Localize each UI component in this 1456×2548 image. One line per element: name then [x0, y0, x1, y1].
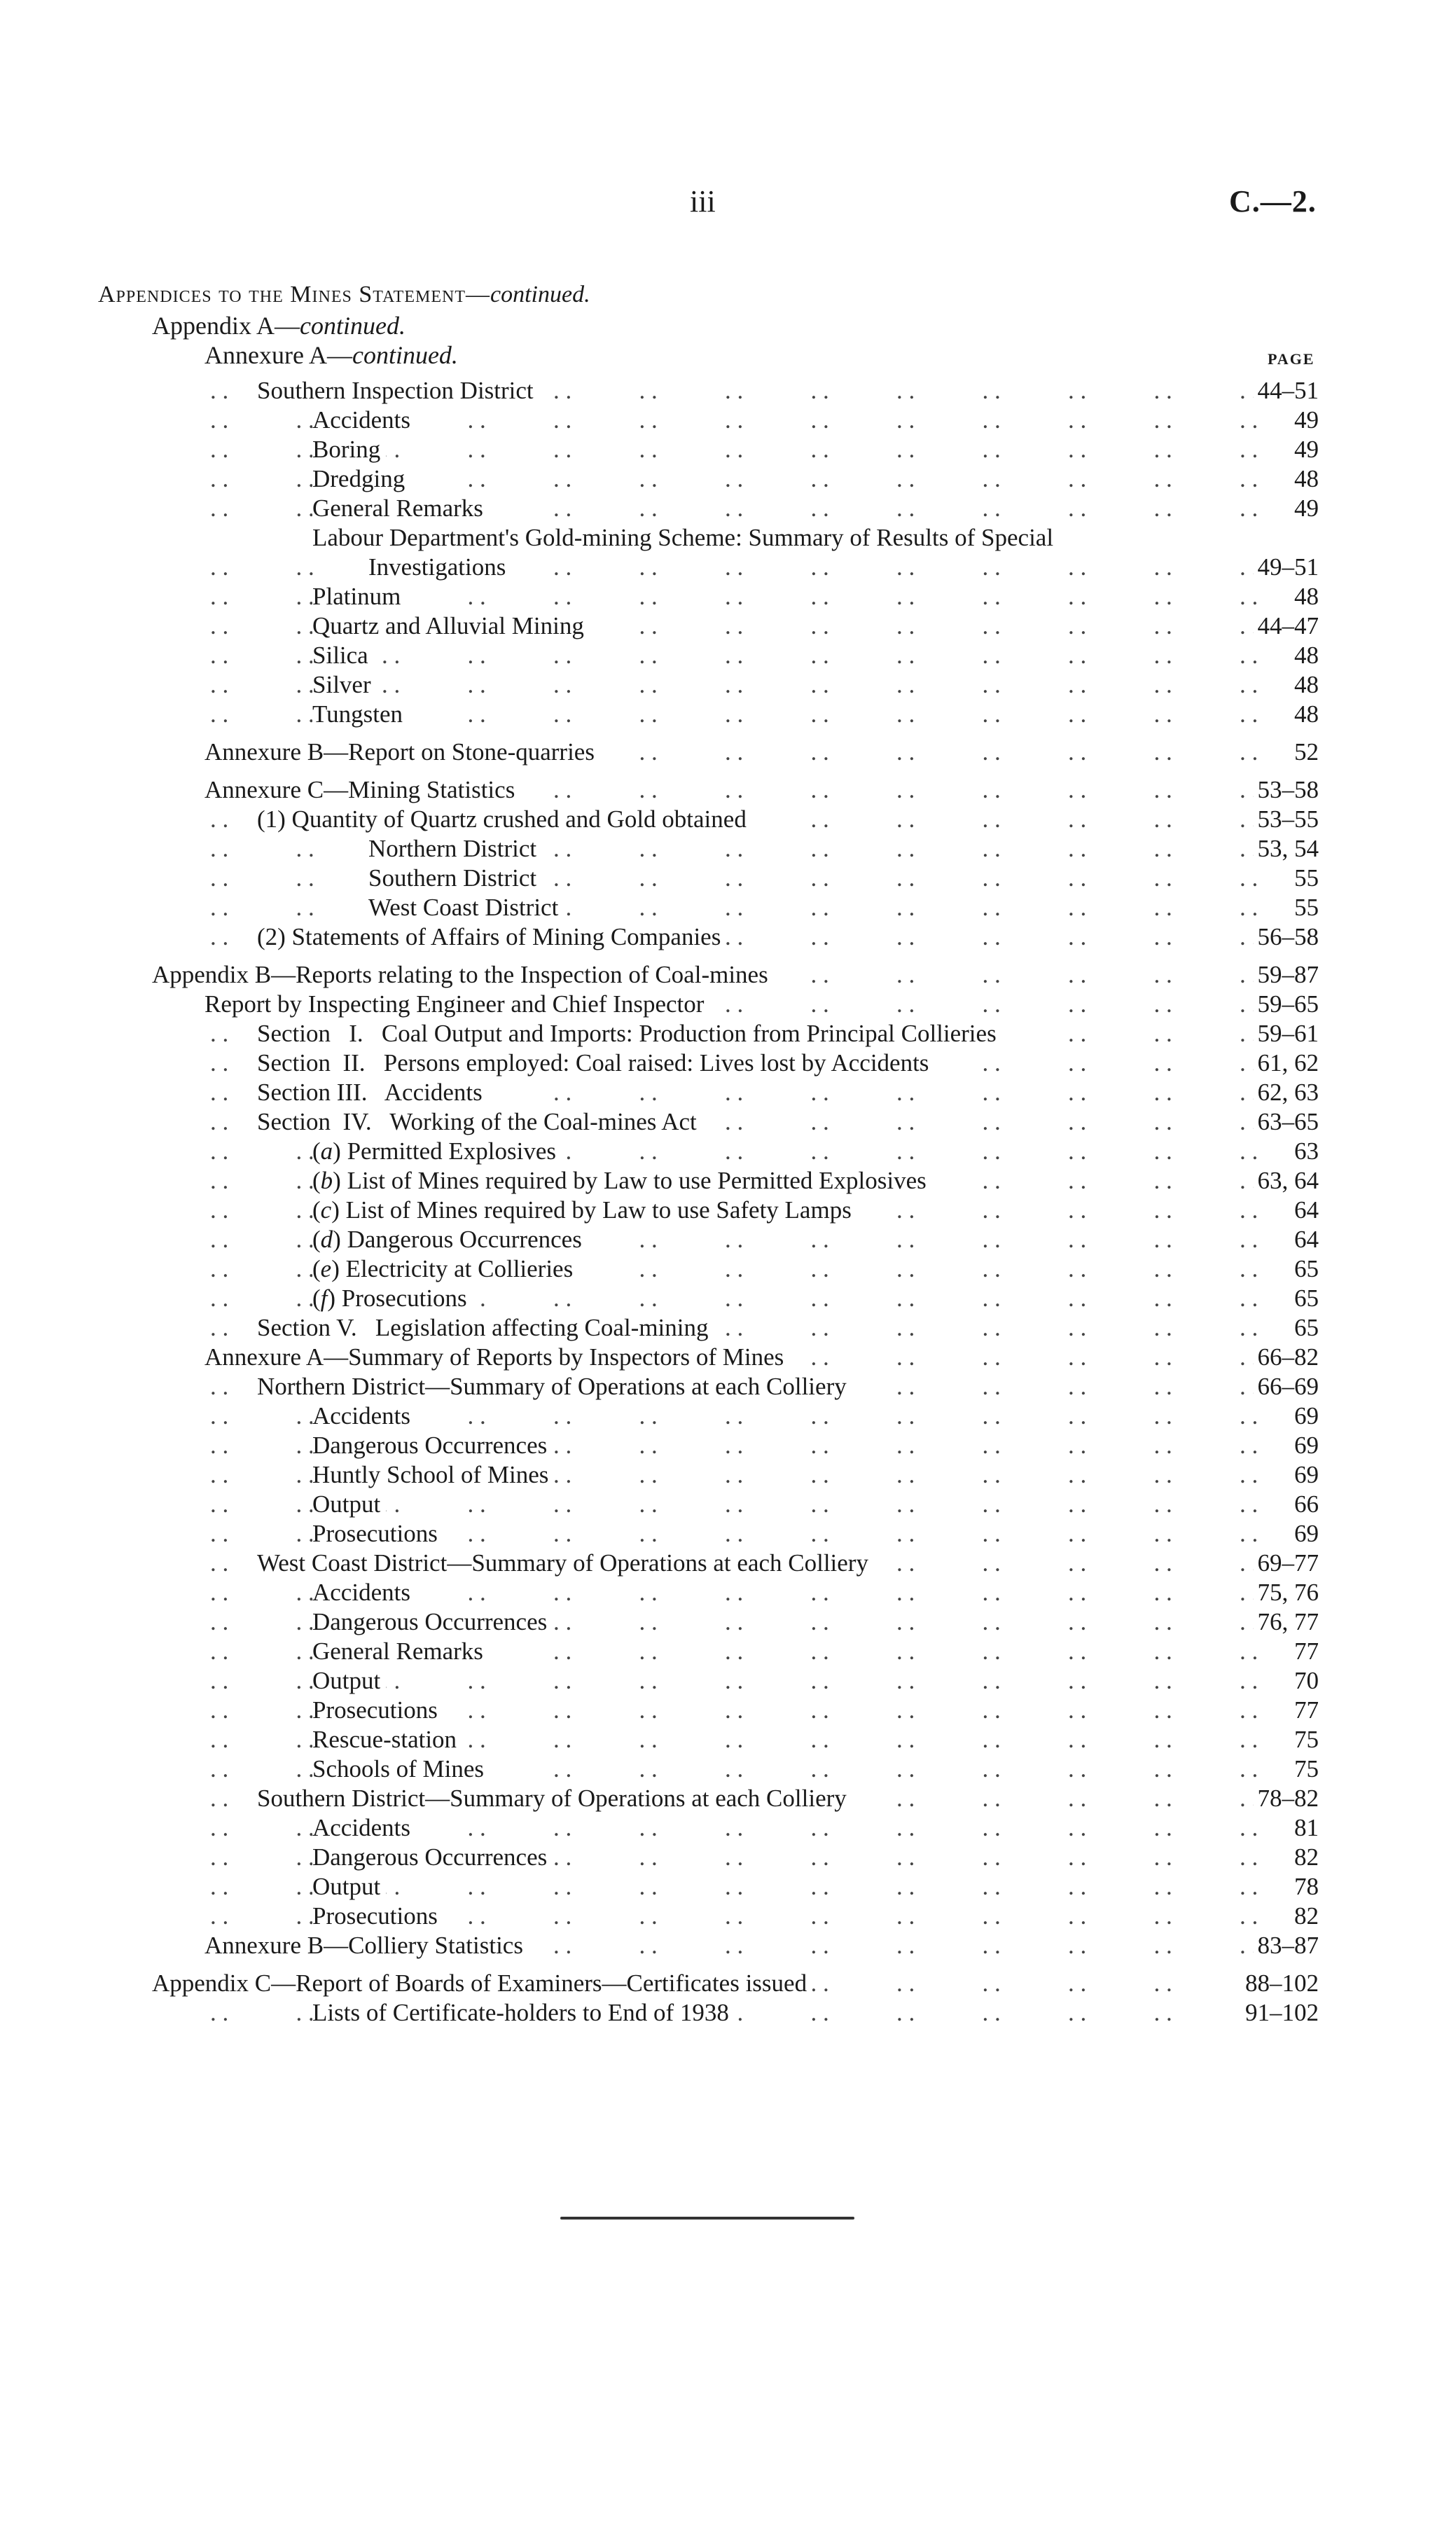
toc-entry-title: (d) Dangerous Occurrences — [312, 1225, 588, 1254]
toc-entry-title — [257, 376, 539, 406]
toc-entry-page: 59–65 — [1254, 990, 1319, 1019]
toc-entry — [0, 1490, 1456, 1519]
toc-entry — [0, 1401, 1456, 1431]
toc-entry — [0, 1225, 1456, 1254]
toc-entry — [0, 1166, 1456, 1196]
appendix-title-continued: continued. — [300, 312, 405, 340]
toc-entry-page: 56–58 — [1254, 922, 1319, 952]
toc-entry-page: 69 — [1290, 1431, 1319, 1460]
toc-entry-text: Northern District—Summary of Operations at each Colliery — [257, 1373, 847, 1400]
toc-entry — [0, 1872, 1456, 1902]
toc-entry-text: Section III. Accidents — [257, 1079, 483, 1106]
appendix-title-text: Appendix A— — [152, 312, 300, 340]
toc-entry-title — [204, 775, 520, 805]
document-code: C.—2. — [1229, 184, 1317, 219]
toc-entry-title — [312, 1902, 443, 1931]
toc-entry-page: 82 — [1290, 1902, 1319, 1931]
toc-entry-text: Dangerous Occurrences — [312, 1843, 548, 1871]
toc-entry — [0, 1902, 1456, 1931]
toc-entry-text: (2) Statements of Affairs of Mining Companies — [257, 923, 721, 950]
toc-entry-title — [257, 1048, 934, 1078]
toc-entry-title — [257, 1019, 1002, 1048]
toc-entry-title — [312, 406, 416, 435]
toc-entry-page: 69 — [1290, 1401, 1319, 1431]
toc-entry — [0, 611, 1456, 641]
toc-entry-title — [204, 990, 709, 1019]
toc-entry — [0, 641, 1456, 670]
toc-entry-text: Prosecutions — [312, 1696, 438, 1724]
toc-entry-page: 62, 63 — [1254, 1078, 1319, 1107]
toc-entry-text: Tungsten — [312, 700, 403, 728]
toc-entry-page: 65 — [1290, 1313, 1319, 1343]
toc-entry-page: 64 — [1290, 1196, 1319, 1225]
toc-entry-text: Output — [312, 1873, 381, 1900]
toc-entry-text: Northern District — [368, 835, 537, 862]
toc-entry — [0, 582, 1456, 611]
toc-entry-text: Permitted Explosives — [347, 1137, 557, 1165]
toc-entry-page: 75 — [1290, 1725, 1319, 1754]
toc-entry-text: List of Mines required by Law to use Safety Lamps — [345, 1196, 852, 1224]
toc-entry-title — [312, 1490, 386, 1519]
toc-entry — [0, 464, 1456, 494]
toc-entry — [0, 864, 1456, 893]
toc-entry — [0, 1343, 1456, 1372]
toc-entry-title — [312, 1607, 553, 1637]
toc-entry-page: 53–58 — [1254, 775, 1319, 805]
toc-entry-text: Rescue-station — [312, 1726, 457, 1753]
toc-entry-page: 78 — [1290, 1872, 1319, 1902]
toc-entry-letter: a — [320, 1137, 333, 1165]
toc-entry-text: Section IV. Working of the Coal-mines Act — [257, 1108, 697, 1135]
toc-entry-page: 69–77 — [1254, 1549, 1319, 1578]
toc-entry-title — [368, 553, 511, 582]
toc-entry-text: Platinum — [312, 583, 401, 610]
toc-entry-page: 63 — [1290, 1137, 1319, 1166]
toc-entry — [0, 1254, 1456, 1284]
toc-entry-title — [312, 582, 406, 611]
section-title-text: Appendices to the Mines Statement— — [98, 282, 490, 307]
toc-entry-page: 48 — [1290, 582, 1319, 611]
toc-entry-page: 88–102 — [1241, 1969, 1319, 1998]
toc-entry-letter: e — [320, 1255, 332, 1282]
toc-entry-title: (c) List of Mines required by Law to use Safety Lamps — [312, 1196, 857, 1225]
toc-entry-page: 63, 64 — [1254, 1166, 1319, 1196]
toc-entry-page: 48 — [1290, 670, 1319, 700]
toc-entry-text: Annexure A—Summary of Reports by Inspectors of Mines — [204, 1343, 784, 1371]
toc-entry-page: 53, 54 — [1254, 834, 1319, 864]
toc-entry-text: West Coast District — [368, 894, 559, 921]
section-title-continued: continued. — [490, 282, 590, 307]
toc-entry — [0, 1725, 1456, 1754]
toc-entry-page: 75, 76 — [1254, 1578, 1319, 1607]
appendix-title — [152, 311, 405, 340]
toc-entry-title — [368, 893, 564, 922]
toc-entry-page: 63–65 — [1254, 1107, 1319, 1137]
toc-entry — [0, 1754, 1456, 1784]
toc-entry-page: 64 — [1290, 1225, 1319, 1254]
toc-entry-page: 66–82 — [1254, 1343, 1319, 1372]
toc-entry — [0, 1696, 1456, 1725]
toc-entry-text: Quartz and Alluvial Mining — [312, 612, 584, 639]
toc-entry-letter: f — [320, 1285, 328, 1312]
toc-entry-title — [257, 1372, 852, 1401]
toc-entry-text: Output — [312, 1490, 381, 1518]
toc-entry-text: Dangerous Occurrences — [347, 1226, 582, 1253]
toc-entry-text: Appendix B—Reports relating to the Inspection of Coal-mines — [152, 961, 768, 988]
toc-entry — [0, 1196, 1456, 1225]
toc-entry-page: 76, 77 — [1254, 1607, 1319, 1637]
toc-entry-title — [312, 1754, 490, 1784]
toc-entry — [0, 1998, 1456, 2028]
toc-entry-title — [152, 960, 774, 990]
toc-entry-text: Accidents — [312, 1402, 410, 1429]
toc-entry-page: 55 — [1290, 893, 1319, 922]
toc-entry-title — [312, 670, 377, 700]
toc-entry — [0, 1578, 1456, 1607]
toc-entry-title: (a) Permitted Explosives — [312, 1137, 562, 1166]
toc-entry — [0, 1284, 1456, 1313]
toc-entry-title — [312, 1460, 554, 1490]
toc-entry-title — [257, 1313, 714, 1343]
toc-entry-page: 48 — [1290, 641, 1319, 670]
toc-entry-page: 44–47 — [1254, 611, 1319, 641]
toc-entry-title — [257, 1549, 874, 1578]
toc-entry — [0, 553, 1456, 582]
toc-entry — [0, 376, 1456, 406]
toc-entry-letter: b — [320, 1167, 333, 1194]
toc-entry-title — [204, 1343, 789, 1372]
toc-entry-title — [257, 1078, 488, 1107]
toc-entry — [0, 738, 1456, 767]
toc-entry-text: General Remarks — [312, 494, 483, 522]
annexure-title-text: Annexure A— — [204, 341, 352, 369]
toc-entry-text: Dangerous Occurrences — [312, 1432, 548, 1459]
toc-entry-title: (b) List of Mines required by Law to use Permitted Explosives — [312, 1166, 932, 1196]
toc-entry — [0, 1048, 1456, 1078]
toc-entry-title — [312, 494, 489, 523]
toc-entry — [0, 1843, 1456, 1872]
toc-entry-text: Output — [312, 1667, 381, 1694]
toc-entry-title — [257, 1107, 702, 1137]
toc-entry-title — [312, 1725, 462, 1754]
toc-entry — [0, 1969, 1456, 1998]
toc-entry — [0, 834, 1456, 864]
toc-entry-title — [257, 922, 726, 952]
toc-entry-text: Schools of Mines — [312, 1755, 484, 1782]
toc-entry-page: 49–51 — [1254, 553, 1319, 582]
toc-entry — [0, 1078, 1456, 1107]
toc-entry-page: 78–82 — [1254, 1784, 1319, 1813]
toc-entry — [0, 1549, 1456, 1578]
toc-entry-text: Report by Inspecting Engineer and Chief Inspector — [204, 990, 705, 1018]
toc-entry-page: 65 — [1290, 1254, 1319, 1284]
toc-entry — [0, 893, 1456, 922]
toc-entry — [0, 1313, 1456, 1343]
toc-entry — [0, 775, 1456, 805]
toc-entry-title — [152, 1969, 812, 1998]
toc-entry-title — [312, 1637, 489, 1666]
toc-entry-title — [368, 834, 542, 864]
toc-entry-text: Electricity at Collieries — [345, 1255, 574, 1282]
toc-entry-page: 59–61 — [1254, 1019, 1319, 1048]
toc-entry-page: 44–51 — [1254, 376, 1319, 406]
toc-entry-text: General Remarks — [312, 1637, 483, 1665]
toc-entry — [0, 805, 1456, 834]
toc-entry-page: 48 — [1290, 700, 1319, 729]
toc-entry — [0, 1460, 1456, 1490]
toc-entry — [0, 1372, 1456, 1401]
toc-entry — [0, 1637, 1456, 1666]
toc-entry-title — [312, 1843, 553, 1872]
toc-entry-title — [257, 805, 752, 834]
closing-rule — [560, 2217, 854, 2220]
toc-entry-title — [312, 435, 386, 464]
section-title — [98, 282, 590, 308]
toc-entry-text: Silver — [312, 671, 371, 698]
toc-entry-page: 83–87 — [1254, 1931, 1319, 1960]
toc-entry-title — [312, 1519, 443, 1549]
toc-entry — [0, 406, 1456, 435]
dot-leader — [210, 641, 1312, 670]
toc-entry-title — [312, 641, 374, 670]
toc-entry-text: Annexure C—Mining Statistics — [204, 776, 515, 803]
toc-entry-text: Annexure B—Report on Stone-quarries — [204, 738, 595, 766]
toc-entry-text: List of Mines required by Law to use Permitted Explosives — [347, 1167, 927, 1194]
toc-entry-title — [312, 1666, 386, 1696]
toc-entry-text: (1) Quantity of Quartz crushed and Gold obtained — [257, 805, 747, 833]
toc-entry-page: 91–102 — [1241, 1998, 1319, 2028]
toc-entry-text: Annexure B—Colliery Statistics — [204, 1932, 523, 1959]
toc-entry-text: Silica — [312, 642, 368, 669]
toc-entry-text: West Coast District—Summary of Operations at each Colliery — [257, 1549, 868, 1577]
toc-entry — [0, 1107, 1456, 1137]
toc-entry — [0, 1813, 1456, 1843]
toc-entry-title — [312, 1872, 386, 1902]
toc-entry-page: 70 — [1290, 1666, 1319, 1696]
toc-entry — [0, 494, 1456, 523]
toc-entry-title — [312, 1813, 416, 1843]
toc-entry-title: (f) Prosecutions — [312, 1284, 473, 1313]
toc-entry-text: Prosecutions — [312, 1520, 438, 1547]
toc-entry-title — [312, 1431, 553, 1460]
toc-entry-text: Dangerous Occurrences — [312, 1608, 548, 1635]
toc-entry-text: Section V. Legislation affecting Coal-mining — [257, 1314, 709, 1341]
toc-entry-text: Accidents — [312, 1814, 410, 1841]
toc-entry-text: Southern Inspection District — [257, 377, 534, 404]
toc-entry-title — [312, 1401, 416, 1431]
toc-entry-text: Section II. Persons employed: Coal raised: Lives lost by Accidents — [257, 1049, 929, 1076]
toc-entry-text: Appendix C—Report of Boards of Examiners—Certificates issued — [152, 1969, 807, 1997]
toc-entry-text: Southern District—Summary of Operations at each Colliery — [257, 1785, 847, 1812]
toc-entry — [0, 1607, 1456, 1637]
toc-entry-text: Investigations — [368, 553, 506, 581]
toc-entry-text: Huntly School of Mines — [312, 1461, 549, 1488]
toc-entry-page: 77 — [1290, 1637, 1319, 1666]
toc-entry-text: Section I. Coal Output and Imports: Production from Principal Collieries — [257, 1020, 997, 1047]
toc-entry-page: 81 — [1290, 1813, 1319, 1843]
toc-entry-title — [312, 700, 408, 729]
toc-entry — [0, 1431, 1456, 1460]
annexure-title-continued: continued. — [352, 341, 458, 369]
toc-entry-letter: c — [320, 1196, 332, 1224]
toc-entry-title — [204, 738, 600, 767]
toc-entry — [0, 523, 1456, 553]
toc-entry-title — [312, 611, 590, 641]
table-of-contents — [0, 376, 1456, 2028]
toc-entry-page: 48 — [1290, 464, 1319, 494]
toc-entry — [0, 1784, 1456, 1813]
toc-entry-title — [312, 1696, 443, 1725]
toc-entry-page: 66–69 — [1254, 1372, 1319, 1401]
toc-entry-text: Prosecutions — [312, 1902, 438, 1930]
toc-entry-title: (e) Electricity at Collieries — [312, 1254, 578, 1284]
toc-entry — [0, 435, 1456, 464]
toc-entry-page: 53–55 — [1254, 805, 1319, 834]
toc-entry — [0, 922, 1456, 952]
toc-entry — [0, 1019, 1456, 1048]
toc-entry-page: 75 — [1290, 1754, 1319, 1784]
toc-entry-text: Labour Department's Gold-mining Scheme: Summary of Results of Special — [312, 524, 1054, 551]
toc-entry-page: 66 — [1290, 1490, 1319, 1519]
annexure-title — [204, 340, 458, 370]
toc-entry-page: 77 — [1290, 1696, 1319, 1725]
toc-entry-page: 69 — [1290, 1519, 1319, 1549]
page-header — [0, 184, 1456, 226]
toc-entry-title — [204, 1931, 529, 1960]
page-column-label: PAGE — [1268, 350, 1315, 368]
toc-entry-text: Prosecutions — [341, 1285, 467, 1312]
toc-entry-page: 61, 62 — [1254, 1048, 1319, 1078]
toc-entry-page: 59–87 — [1254, 960, 1319, 990]
toc-entry-title — [312, 1998, 735, 2028]
toc-entry — [0, 1137, 1456, 1166]
toc-entry — [0, 1519, 1456, 1549]
toc-entry — [0, 1666, 1456, 1696]
toc-entry-page: 55 — [1290, 864, 1319, 893]
toc-entry — [0, 670, 1456, 700]
toc-entry-text: Lists of Certificate-holders to End of 1938 — [312, 1999, 729, 2026]
toc-entry-letter: d — [320, 1226, 333, 1253]
toc-entry-page: 65 — [1290, 1284, 1319, 1313]
toc-entry-title — [312, 464, 410, 494]
toc-entry-page: 49 — [1290, 406, 1319, 435]
toc-entry-title — [368, 864, 542, 893]
toc-entry-title — [312, 523, 1059, 553]
toc-entry-title — [312, 1578, 416, 1607]
toc-entry-page: 49 — [1290, 435, 1319, 464]
toc-entry-text: Accidents — [312, 406, 410, 434]
toc-entry-page: 49 — [1290, 494, 1319, 523]
toc-entry-text: Dredging — [312, 465, 405, 492]
toc-entry-text: Accidents — [312, 1579, 410, 1606]
toc-entry — [0, 700, 1456, 729]
toc-entry-text: Southern District — [368, 864, 537, 892]
toc-entry — [0, 1931, 1456, 1960]
toc-entry — [0, 990, 1456, 1019]
toc-entry-page: 52 — [1290, 738, 1319, 767]
toc-entry — [0, 960, 1456, 990]
page-number: iii — [690, 184, 716, 219]
toc-entry-text: Boring — [312, 436, 381, 463]
toc-entry-title — [257, 1784, 852, 1813]
toc-entry-page: 82 — [1290, 1843, 1319, 1872]
toc-entry-page: 69 — [1290, 1460, 1319, 1490]
